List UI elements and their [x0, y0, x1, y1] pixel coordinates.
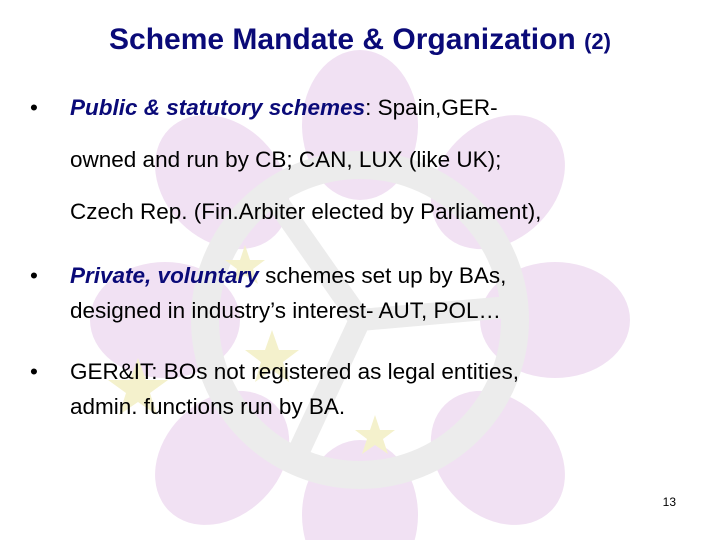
bullet-text: : Spain,GER- [365, 95, 498, 120]
bullet-text: schemes set up by BAs, [258, 263, 507, 288]
title-main: Scheme Mandate & Organization [109, 23, 576, 56]
bullet-line: Czech Rep. (Fin.Arbiter elected by Parliament), [70, 199, 542, 224]
bullet-line: owned and run by CB; CAN, LUX (like UK); [70, 147, 502, 172]
bullet-item [30, 354, 700, 424]
emphasis-text: Private, voluntary [70, 263, 259, 288]
bullet-line: admin. functions run by BA. [70, 394, 346, 419]
bullet-marker: • [30, 263, 38, 288]
bullet-marker: • [30, 359, 38, 384]
bullet-line: designed in industry’s interest- AUT, POL… [70, 298, 502, 323]
slide-title [0, 22, 720, 60]
bullet-list [30, 82, 700, 424]
bullet-marker: • [30, 95, 38, 120]
bullet-item [30, 82, 700, 238]
page-number: 13 [662, 495, 676, 509]
bullet-line [70, 258, 700, 293]
bullet-line [70, 82, 700, 134]
emphasis-text: Public & statutory schemes [70, 95, 366, 120]
bullet-item [30, 258, 700, 328]
title-suffix: (2) [584, 29, 611, 54]
bullet-line: GER&IT: BOs not registered as legal entities, [70, 359, 519, 384]
